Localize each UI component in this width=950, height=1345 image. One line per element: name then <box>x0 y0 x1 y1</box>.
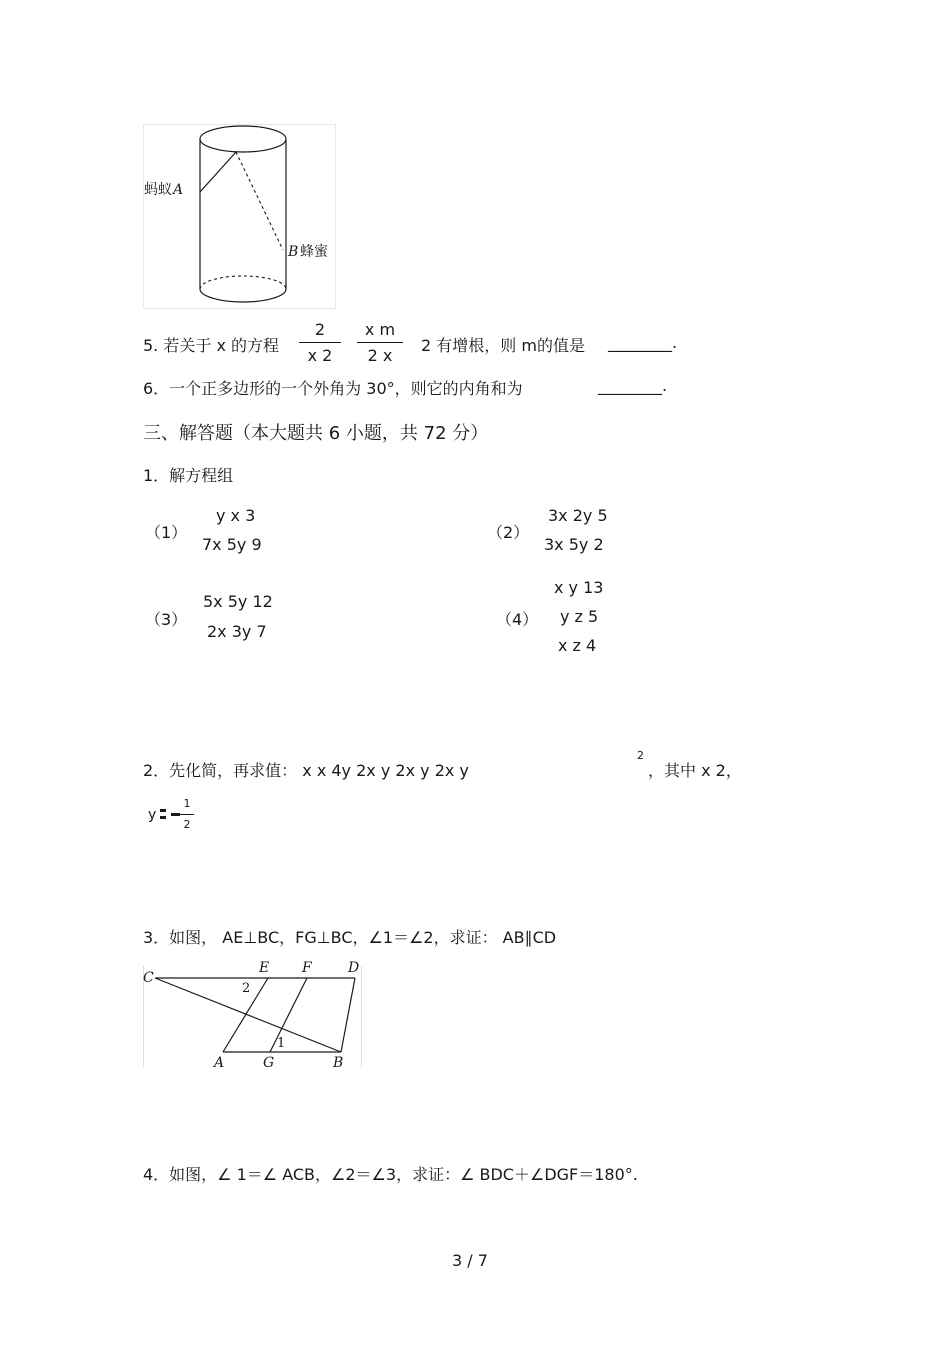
p2-y-frac-denominator: 2 <box>183 818 191 831</box>
p2-tail: ，其中 x 2， <box>648 761 742 780</box>
parallel-lines-diagram <box>143 958 363 1070</box>
p2-exponent: 2 <box>637 749 644 762</box>
p2-text: 2．先化简，再求值： x x 4y 2x y 2x y 2x y <box>143 761 469 780</box>
honey-label: 蜂蜜 <box>300 244 328 260</box>
ant-var-label: A <box>173 182 184 198</box>
q5-frac1-numerator: 2 <box>314 320 326 339</box>
label-d: D <box>348 960 360 976</box>
q5-fraction-1 <box>299 320 341 366</box>
p2-y-frac-numerator: 1 <box>183 797 191 810</box>
p1-sys2-eq2: 3x 5y 2 <box>544 535 604 554</box>
label-e: E <box>259 960 270 976</box>
label-f: F <box>302 960 312 976</box>
q5-frac1-bar <box>299 342 341 343</box>
p4-text: 4．如图，∠ 1＝∠ ACB，∠2＝∠3，求证：∠ BDC＋∠DGF＝180°. <box>143 1165 638 1184</box>
p1-sys4-eq2: y z 5 <box>560 607 599 626</box>
label-g: G <box>263 1055 275 1070</box>
angle-2-label: 2 <box>242 981 251 996</box>
q5-frac1-denominator: x 2 <box>307 346 333 365</box>
q6-answer-blank: ________. <box>598 376 668 395</box>
angle-1-label: 1 <box>277 1036 286 1051</box>
p1-sys4-eq1: x y 13 <box>554 578 604 597</box>
label-c: C <box>143 970 154 986</box>
p2-y-frac-bar <box>180 814 194 815</box>
p1-sys4-eq3: x z 4 <box>558 636 597 655</box>
label-b: B <box>333 1055 344 1070</box>
p1-sys4-label: （4） <box>496 610 539 629</box>
cylinder-figure <box>143 124 336 309</box>
p1-sys1-eq1: y x 3 <box>216 506 256 525</box>
q6-text: 6．一个正多边形的一个外角为 30°，则它的内角和为 <box>143 379 523 398</box>
page-number: 3 / 7 <box>452 1251 488 1270</box>
p1-sys2-eq1: 3x 2y 5 <box>548 506 608 525</box>
q5-prefix: 5. 若关于 x 的方程 <box>143 336 279 355</box>
q5-answer-blank: ________. <box>608 333 678 352</box>
q5-frac2-bar <box>357 342 403 343</box>
p2-y-label: y <box>148 807 157 823</box>
p2-y-fraction <box>180 797 194 833</box>
parallel-lines-figure <box>143 958 363 1070</box>
section-3-title: 三、解答题（本大题共 6 小题，共 72 分） <box>143 423 489 444</box>
p1-sys1-label: （1） <box>145 523 188 542</box>
ant-label: 蚂蚁 <box>144 182 172 198</box>
q5-frac2-numerator: x m <box>364 320 396 339</box>
q5-fraction-2 <box>357 320 403 366</box>
p1-sys1-eq2: 7x 5y 9 <box>202 535 262 554</box>
honey-var-label: B <box>288 244 299 260</box>
p1-sys3-eq1: 5x 5y 12 <box>203 592 273 611</box>
p1-title: 1．解方程组 <box>143 466 234 485</box>
cylinder-diagram <box>143 124 336 309</box>
p3-text: 3．如图， AE⊥BC，FG⊥BC，∠1＝∠2，求证： AB∥CD <box>143 928 557 947</box>
p1-sys2-label: （2） <box>487 523 530 542</box>
q5-frac2-denominator: 2 x <box>367 346 393 365</box>
label-a: A <box>214 1055 225 1070</box>
p1-sys3-eq2: 2x 3y 7 <box>207 622 267 641</box>
q5-tail: 2 有增根，则 m的值是 <box>421 336 585 355</box>
p1-sys3-label: （3） <box>145 610 188 629</box>
